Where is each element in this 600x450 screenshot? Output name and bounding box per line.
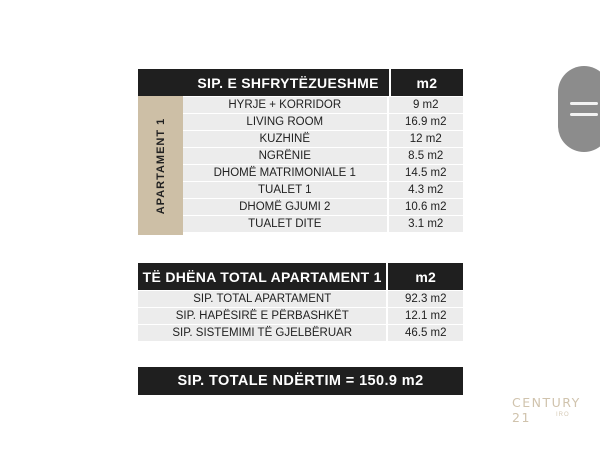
menu-icon-line-top [570, 102, 598, 105]
room-label: HYRJE + KORRIDOR [228, 99, 342, 111]
room-label: LIVING ROOM [246, 116, 324, 128]
apartment-totals-table [138, 263, 463, 341]
room-area: 4.3 m2 [387, 182, 463, 198]
total-value: 12.1 m2 [386, 308, 463, 324]
usable-area-header-unit: m2 [389, 69, 463, 96]
room-label: TUALET 1 [258, 184, 312, 196]
usable-area-rows [183, 96, 463, 232]
room-area: 3.1 m2 [387, 216, 463, 232]
apartment-side-label-text: APARTAMENT 1 [154, 117, 167, 214]
room-label: DHOMË GJUMI 2 [239, 201, 331, 213]
room-area: 12 m2 [387, 131, 463, 147]
table-row [183, 181, 463, 198]
room-label: NGRËNIE [258, 150, 311, 162]
brand-watermark-sub: IRO [556, 412, 570, 418]
apartment-totals-header-label: TË DHËNA TOTAL APARTAMENT 1 [142, 268, 382, 285]
table-row [183, 164, 463, 181]
menu-icon-line-bottom [570, 113, 598, 116]
table-row [183, 96, 463, 113]
total-label: SIP. SISTEMIMI TË GJELBËRUAR [172, 327, 353, 339]
room-label: KUZHINË [259, 133, 310, 145]
table-row [138, 324, 463, 341]
table-row [183, 198, 463, 215]
room-area: 14.5 m2 [387, 165, 463, 181]
table-row [138, 307, 463, 324]
table-row [183, 215, 463, 232]
room-label: TUALET DITE [248, 218, 322, 230]
total-label: SIP. HAPËSIRË E PËRBASHKËT [175, 310, 349, 322]
apartment-totals-header [138, 263, 463, 290]
room-area: 16.9 m2 [387, 114, 463, 130]
table-row [183, 113, 463, 130]
room-area: 9 m2 [387, 97, 463, 113]
table-row [183, 130, 463, 147]
total-construction-area: SIP. TOTALE NDËRTIM = 150.9 m2 [138, 367, 463, 395]
room-label: DHOMË MATRIMONIALE 1 [213, 167, 356, 179]
total-label: SIP. TOTAL APARTAMENT [193, 293, 332, 305]
table-row [183, 147, 463, 164]
usable-area-header-label: SIP. E SHFRYTËZUESHME [197, 74, 379, 91]
usable-area-header [138, 69, 463, 96]
brand-watermark: CENTURY 21 [512, 395, 581, 425]
table-row [138, 290, 463, 307]
usable-area-table [138, 69, 463, 96]
menu-button[interactable] [558, 66, 600, 152]
total-value: 46.5 m2 [386, 325, 463, 341]
total-value: 92.3 m2 [386, 291, 463, 307]
room-area: 8.5 m2 [387, 148, 463, 164]
apartment-totals-header-unit: m2 [386, 263, 463, 290]
apartment-side-label [138, 96, 183, 235]
room-area: 10.6 m2 [387, 199, 463, 215]
